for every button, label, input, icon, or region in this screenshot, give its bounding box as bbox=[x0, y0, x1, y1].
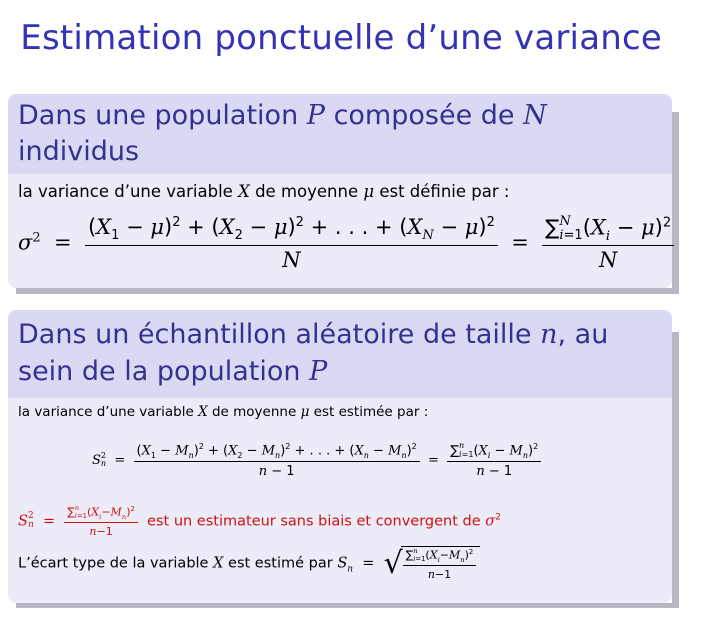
formula1-sum-denominator: N bbox=[598, 247, 618, 272]
block1-heading-var-p: P bbox=[306, 100, 325, 131]
formula1-sum-numerator: ∑N $i=1(X_i - \mu)^2$ bbox=[542, 215, 674, 246]
stddev-fraction: ∑n $i=1(X_i-M_n)^2$ n−1 bbox=[403, 548, 477, 581]
block2-shadow-bottom bbox=[16, 603, 679, 608]
slide-title: Estimation ponctuelle d’une variance bbox=[20, 18, 662, 58]
block1-definition bbox=[18, 182, 662, 201]
stddev-text-2: est estimé par bbox=[228, 555, 333, 572]
block2-body bbox=[8, 398, 672, 603]
block2-def-text-2: de moyenne bbox=[211, 404, 297, 420]
block2-heading bbox=[8, 310, 672, 398]
stddev-statement: L’écart type de la variable X est estimé par $S_n$ = √ ∑n $i=1(X_i-M_n)^2$ n−1 bbox=[18, 546, 662, 581]
block1-heading-text-3: individus bbox=[18, 136, 140, 167]
formula2-sum-fraction bbox=[447, 442, 541, 479]
stddev-text-1: L’écart type de la variable bbox=[18, 555, 209, 572]
formula2-fraction bbox=[134, 442, 420, 479]
block2-def-text-3: est estimée par : bbox=[313, 404, 429, 420]
block2-definition bbox=[18, 404, 662, 420]
block1-body bbox=[8, 174, 672, 288]
block1-def-text-1: la variance d’une variable bbox=[18, 182, 233, 201]
block2-heading-var-p: P bbox=[309, 356, 328, 387]
estimator-statement: S2 n = ∑n $i=1(X_i-M_n)^2$ n−1 est un estimateur sans biais et convergent de $\sigma^2$ bbox=[18, 504, 501, 538]
block1-heading-text-1: Dans une population bbox=[18, 100, 299, 131]
formula2-denominator: n − 1 bbox=[258, 463, 295, 479]
block2-def-var-x: X bbox=[198, 404, 208, 420]
block1-formula: $\sigma^2$ = $\frac{(X_1 - \mu)^2 + (X_2 - \mu)^2 + . . . + (X_N - \mu)^2}{N}$ = ∑N $i=1(X_i - \mu)^2$ N bbox=[18, 215, 662, 272]
estimator-fraction: ∑n $i=1(X_i-M_n)^2$ n−1 bbox=[64, 505, 138, 538]
block2-heading-text-2: , au sein de la population bbox=[18, 319, 609, 387]
block1-heading bbox=[8, 94, 672, 174]
block2-def-mu: μ bbox=[300, 404, 310, 420]
block2-heading-text-1: Dans un échantillon aléatoire de taille bbox=[18, 319, 532, 350]
block2-def-text-1: la variance d’une variable bbox=[18, 404, 194, 420]
formula1-sum-fraction bbox=[542, 215, 674, 272]
block2-heading-var-n: n bbox=[540, 319, 558, 350]
block-echantillon bbox=[8, 310, 672, 603]
block1-heading-text-2: composée de bbox=[333, 100, 515, 131]
block1-heading-var-n: N bbox=[523, 100, 547, 131]
formula2-sum-denominator: n − 1 bbox=[476, 463, 513, 479]
estimator-text: est un estimateur sans biais et convergent de bbox=[147, 513, 481, 530]
formula2-numerator: $(X_1 - M_n)^2 + (X_2 - M_n)^2$ + . . . + $(X_n - M_n)^2$ bbox=[134, 442, 420, 462]
block2-shadow bbox=[672, 332, 679, 603]
formula1-fraction bbox=[85, 215, 498, 271]
block1-def-var-x: X bbox=[238, 182, 250, 201]
formula1-denominator: N bbox=[282, 247, 301, 272]
formula2-sum-numerator: ∑n $i=1(X_i - M_n)^2$ bbox=[447, 442, 541, 462]
block1-def-text-2: de moyenne bbox=[255, 182, 359, 201]
stddev-var-x: X bbox=[213, 555, 224, 572]
formula1-numerator: $(X_1 - \mu)^2 + (X_2 - \mu)^2$ + . . . + $(X_N - \mu)^2$ bbox=[85, 215, 498, 245]
block1-def-mu: μ bbox=[363, 182, 375, 201]
block2-formula: S2 n = $\frac{(X_1 - M_n)^2 + (X_2 - M_n)^2 + . . . + (X_n - M_n)^2}{n - 1}$ = ∑n $i=1(X_i - M_n)^2$ n − 1 bbox=[92, 442, 662, 479]
formula-sigma: σ bbox=[18, 230, 33, 255]
block1-def-text-3: est définie par : bbox=[379, 182, 510, 201]
block1-shadow-bottom bbox=[16, 288, 679, 294]
block-population bbox=[8, 94, 672, 288]
sqrt-symbol: √ bbox=[383, 545, 403, 581]
